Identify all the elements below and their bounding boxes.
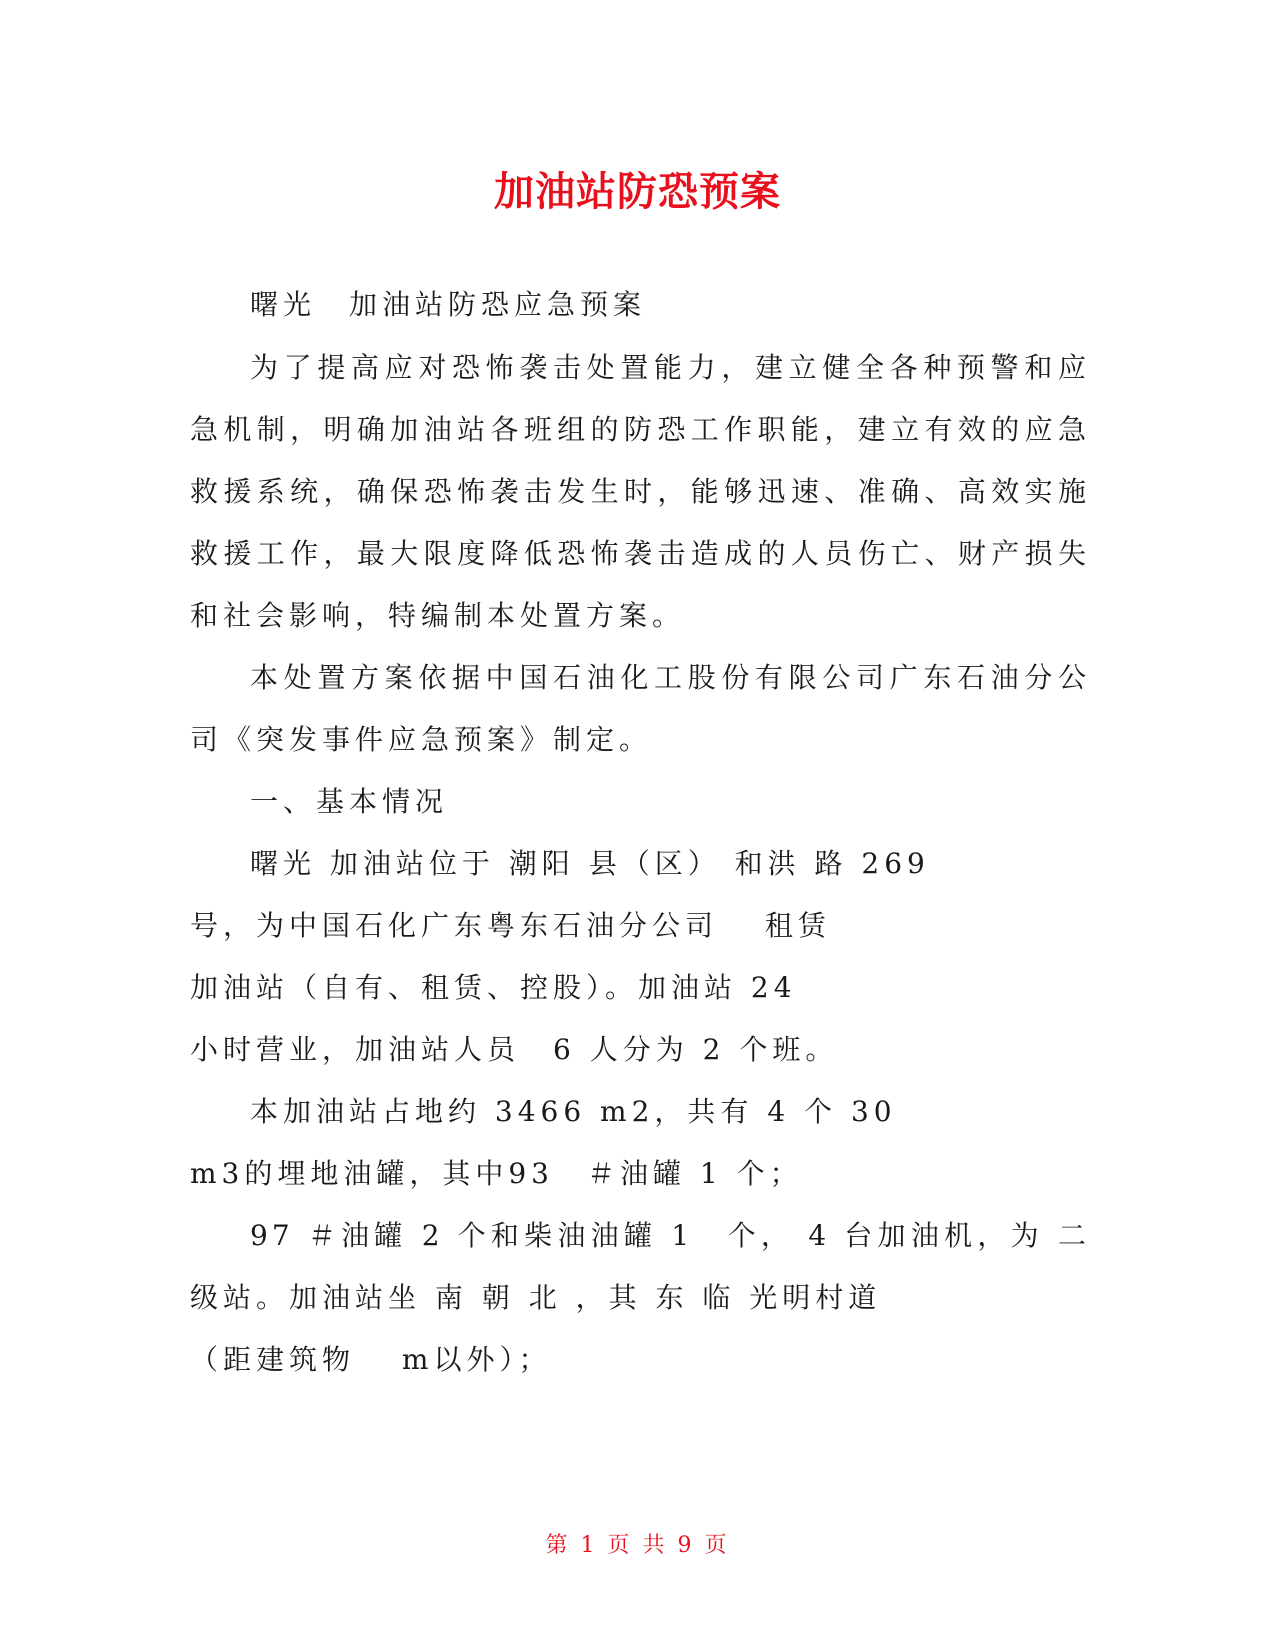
- paragraph-line: 司《突发事件应急预案》制定。: [190, 723, 653, 756]
- paragraph-line: m3的埋地油罐，其中93 ＃油罐 1 个；: [190, 1157, 803, 1190]
- paragraph-line: 本加油站占地约 3466 m2，共有 4 个 30: [250, 1095, 897, 1128]
- document-title: 加油站防恐预案: [494, 169, 781, 215]
- paragraph-line: 级站。加油站坐 南 朝 北 ，其 东 临 光明村道: [190, 1281, 882, 1314]
- paragraph-line: 本处置方案依据中国石油化工股份有限公司广东石油分公: [250, 661, 1090, 694]
- paragraph-line: 急机制，明确加油站各班组的防恐工作职能，建立有效的应急: [190, 413, 1090, 446]
- page-number-footer: 第 1 页 共 9 页: [545, 1533, 730, 1558]
- paragraph-line: 号，为中国石化广东粤东石油分公司 租赁: [190, 909, 831, 942]
- paragraph-line: 救援系统，确保恐怖袭击发生时，能够迅速、准确、高效实施: [190, 475, 1090, 508]
- subtitle-line: 曙光 加油站防恐应急预案: [250, 288, 647, 321]
- section-heading: 一、基本情况: [250, 785, 449, 818]
- paragraph-line: 为了提高应对恐怖袭击处置能力，建立健全各种预警和应: [250, 351, 1090, 384]
- paragraph-line: 小时营业，加油站人员 6 人分为 2 个班。: [190, 1033, 839, 1066]
- paragraph-line: 加油站（自有、租赁、控股）。加油站 24: [190, 971, 797, 1004]
- paragraph-line: 97 ＃油罐 2 个和柴油油罐 1 个， 4 台加油机，为 二: [250, 1219, 1090, 1252]
- paragraph-line: （距建筑物 m以外）；: [190, 1343, 552, 1376]
- paragraph-line: 曙光 加油站位于 潮阳 县（区） 和洪 路 269: [250, 847, 930, 880]
- paragraph-line: 救援工作，最大限度降低恐怖袭击造成的人员伤亡、财产损失: [190, 537, 1090, 570]
- paragraph-line: 和社会影响，特编制本处置方案。: [190, 599, 686, 632]
